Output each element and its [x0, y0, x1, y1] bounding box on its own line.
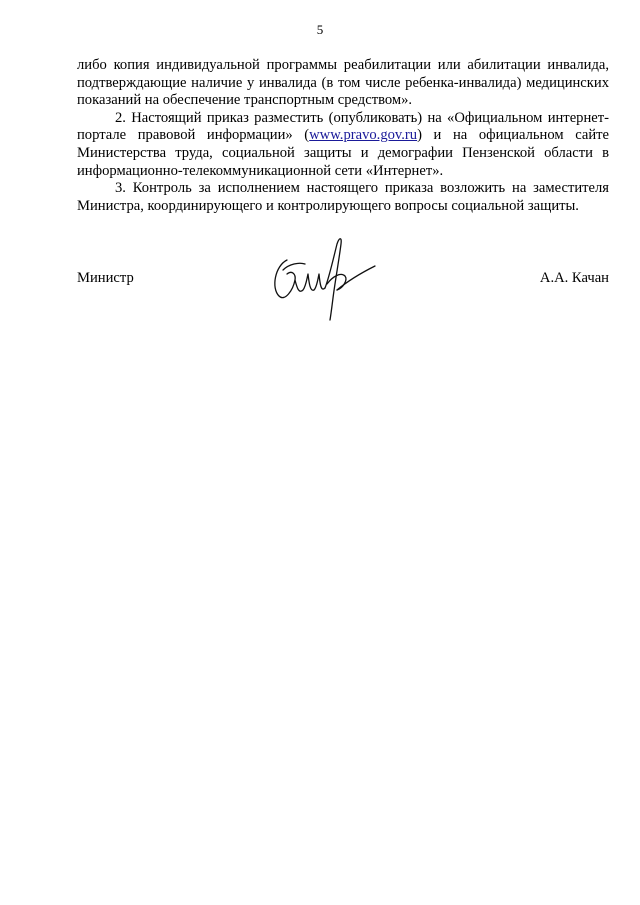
signer-name: А.А. Качан: [539, 270, 609, 286]
signer-title: Министр: [77, 270, 134, 286]
handwritten-signature: [265, 230, 385, 330]
pravo-gov-link[interactable]: www.pravo.gov.ru: [309, 127, 418, 144]
document-body: [77, 57, 609, 215]
paragraph-2-text-start: 2. Настоящий приказ разместить (опубликовать) на «Официальном интернет-портале правовой информации» (: [77, 109, 609, 144]
paragraph-continuation: либо копия индивидуальной программы реабилитации или абилитации инвалида, подтверждающие наличие у инвалида (в том числе ребенка-инвалида) медицинских показаний на обеспечение транспортным средством».: [77, 57, 609, 109]
paragraph-3: 3. Контроль за исполнением настоящего приказа возложить на заместителя Министра, координирующего и контролирующего вопросы социальной защиты.: [77, 180, 609, 214]
paragraph-2: [77, 110, 609, 180]
page-number: 5: [316, 22, 324, 37]
signature-block: [77, 270, 609, 350]
paragraph-2-text-end: ) и на официальном сайте Министерства труда, социальной защиты и демографии Пензенской области в информационно-телекоммуникационной сети «Интернет».: [77, 127, 610, 179]
